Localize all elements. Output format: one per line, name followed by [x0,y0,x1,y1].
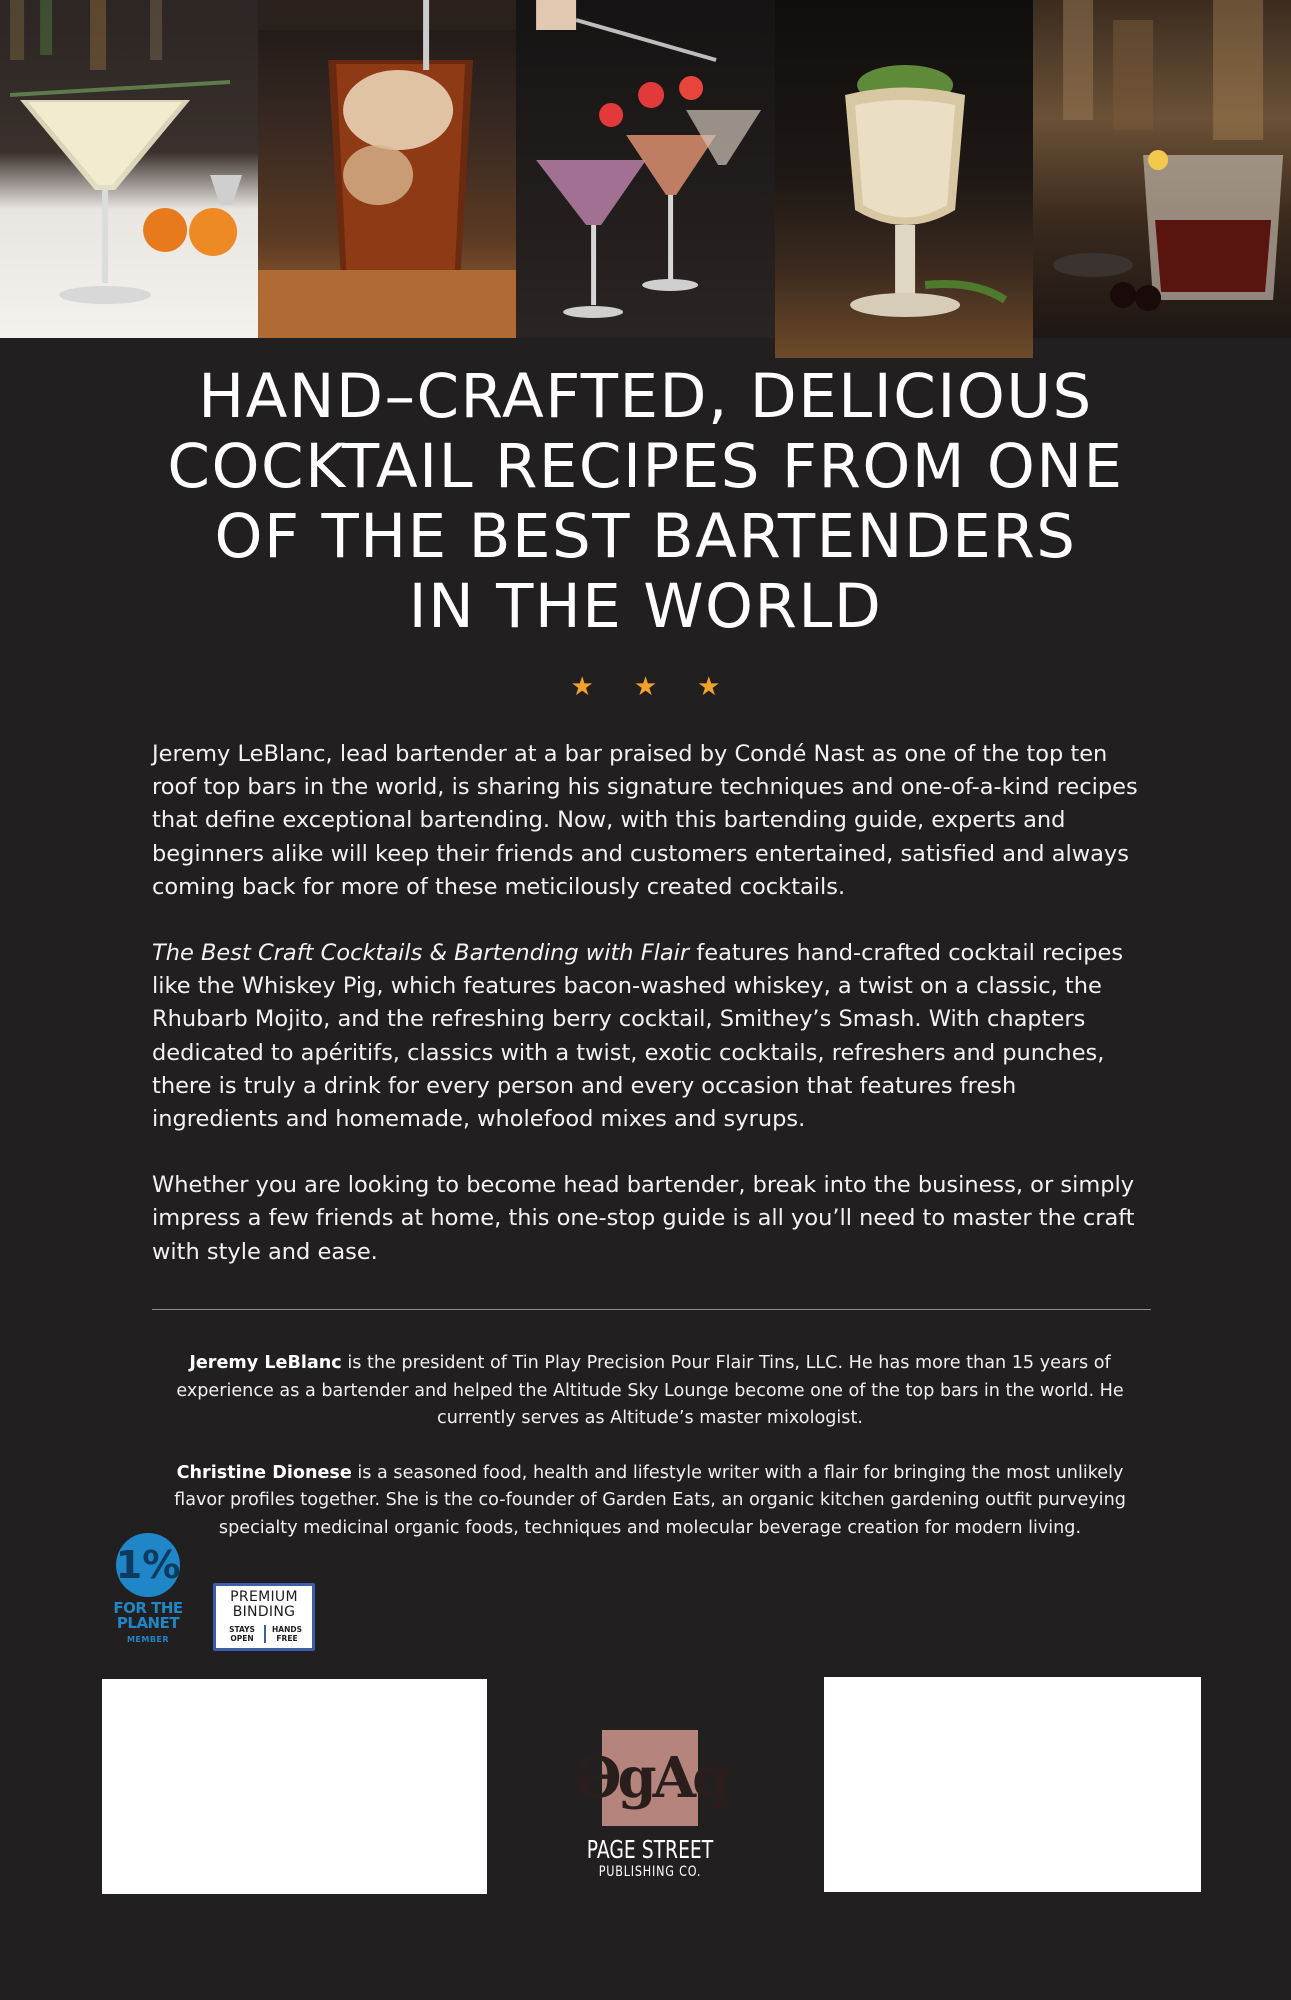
author-2-bio-text: is a seasoned food, health and lifestyle writer with a flair for bringing the most unlikely flavor profiles together. She is the co-founder of Garden Eats, an organic kitchen gardening outfit purveying specialty medicinal organic foods, techniques and molecular beverage creation for modern living. [174,1462,1126,1538]
planet-line-2: PLANET [116,1614,180,1632]
headline-line-3: OF THE BEST BARTENDERS [214,501,1077,572]
author-1-name: Jeremy LeBlanc [189,1353,342,1373]
author-1-bio-text: is the president of Tin Play Precision Pour Flair Tins, LLC. He has more than 15 years of experience as a bartender and helped the Altitude Sky Lounge become one of the top bars in the world. He currently serves as Altitude’s master mixologist. [176,1353,1124,1428]
planet-line-1: FOR THE [113,1599,183,1617]
publisher-name: PAGE STREET [586,1835,714,1864]
publisher-logo-glyphs: ƏgAq [572,1745,728,1811]
star-icon: ★ [570,672,594,702]
planet-member-label: MEMBER [126,1635,170,1644]
planet-logo-icon [116,1533,180,1597]
one-percent-for-the-planet-badge [104,1533,192,1657]
planet-text [104,1601,192,1631]
description-paragraph-1: Jeremy LeBlanc, lead bartender at a bar praised by Condé Nast as one of the top ten roof top bars in the world, is sharing his signature techniques and one-of-a-kind recipes that define exceptional bartending. Now, with this bartending guide, experts and beginners alike will keep their friends and customers entertained, satisfied and always coming back for more of these meticilously created cocktails. [152,741,1138,900]
binding-title [216,1590,312,1620]
binding-stays-open: STAYS OPEN [229,1625,255,1643]
binding-features [216,1625,312,1643]
publisher-subtitle: PUBLISHING CO. [598,1864,702,1880]
author-bios [170,1350,1130,1569]
binding-line-2: BINDING [232,1604,296,1620]
page-street-logo-icon [572,1730,728,1826]
star-rating-decoration [0,672,1291,702]
author-bio-1 [170,1350,1130,1433]
rocks-glass-illustration [1033,0,1291,338]
photo-iced-tea-cocktail [258,0,516,338]
photo-strawberry-martinis [516,0,774,338]
book-description [152,738,1147,1302]
headline-line-4: IN THE WORLD [408,571,883,642]
book-title: The Best Craft Cocktails & Bartending with Flair [152,940,690,967]
headline [100,362,1191,642]
cocktail-photo-strip [0,0,1291,338]
description-paragraph-2 [152,937,1147,1136]
planet-symbol: 1% [115,1543,181,1587]
author-2-name: Christine Dionese [176,1462,352,1483]
binding-line-1: PREMIUM [230,1589,298,1605]
binding-hands-free: HANDS FREE [264,1625,308,1643]
description-paragraph-3: Whether you are looking to become head bartender, break into the business, or simply impress a few friends at home, this one-stop guide is all you’ll need to master the craft with style and ease. [152,1172,1135,1265]
author-bio-2 [170,1460,1130,1543]
barcode-placeholder-right [824,1677,1201,1892]
headline-line-1: HAND–CRAFTED, DELICIOUS [198,361,1093,432]
description-paragraph-2-text: features hand-crafted cocktail recipes like the Whiskey Pig, which features bacon-washed whiskey, a twist on a classic, the Rhubarb Mojito, and the refreshing berry cocktail, Smithey’s Smash. With chapters dedicated to apéritifs, classics with a twist, exotic cocktails, refreshers and punches, there is truly a drink for every person and every occasion that features fresh ingredients and homemade, wholefood mixes and syrups. [152,940,1124,1133]
premium-binding-badge [213,1583,315,1651]
goblet-illustration [775,0,1033,358]
photo-rocks-glass [1033,0,1291,338]
barcode-placeholder-left [102,1679,487,1894]
iced-tea-illustration [258,0,516,338]
strawberry-martini-illustration [516,0,774,338]
section-divider [152,1309,1151,1310]
headline-line-2: COCKTAIL RECIPES FROM ONE [167,431,1124,502]
martini-rosemary-illustration [0,0,258,338]
publisher-logo [560,1730,740,1900]
photo-crushed-ice-goblet [775,0,1033,358]
photo-martini-rosemary [0,0,258,338]
star-icon: ★ [697,672,721,702]
star-icon: ★ [633,672,658,702]
